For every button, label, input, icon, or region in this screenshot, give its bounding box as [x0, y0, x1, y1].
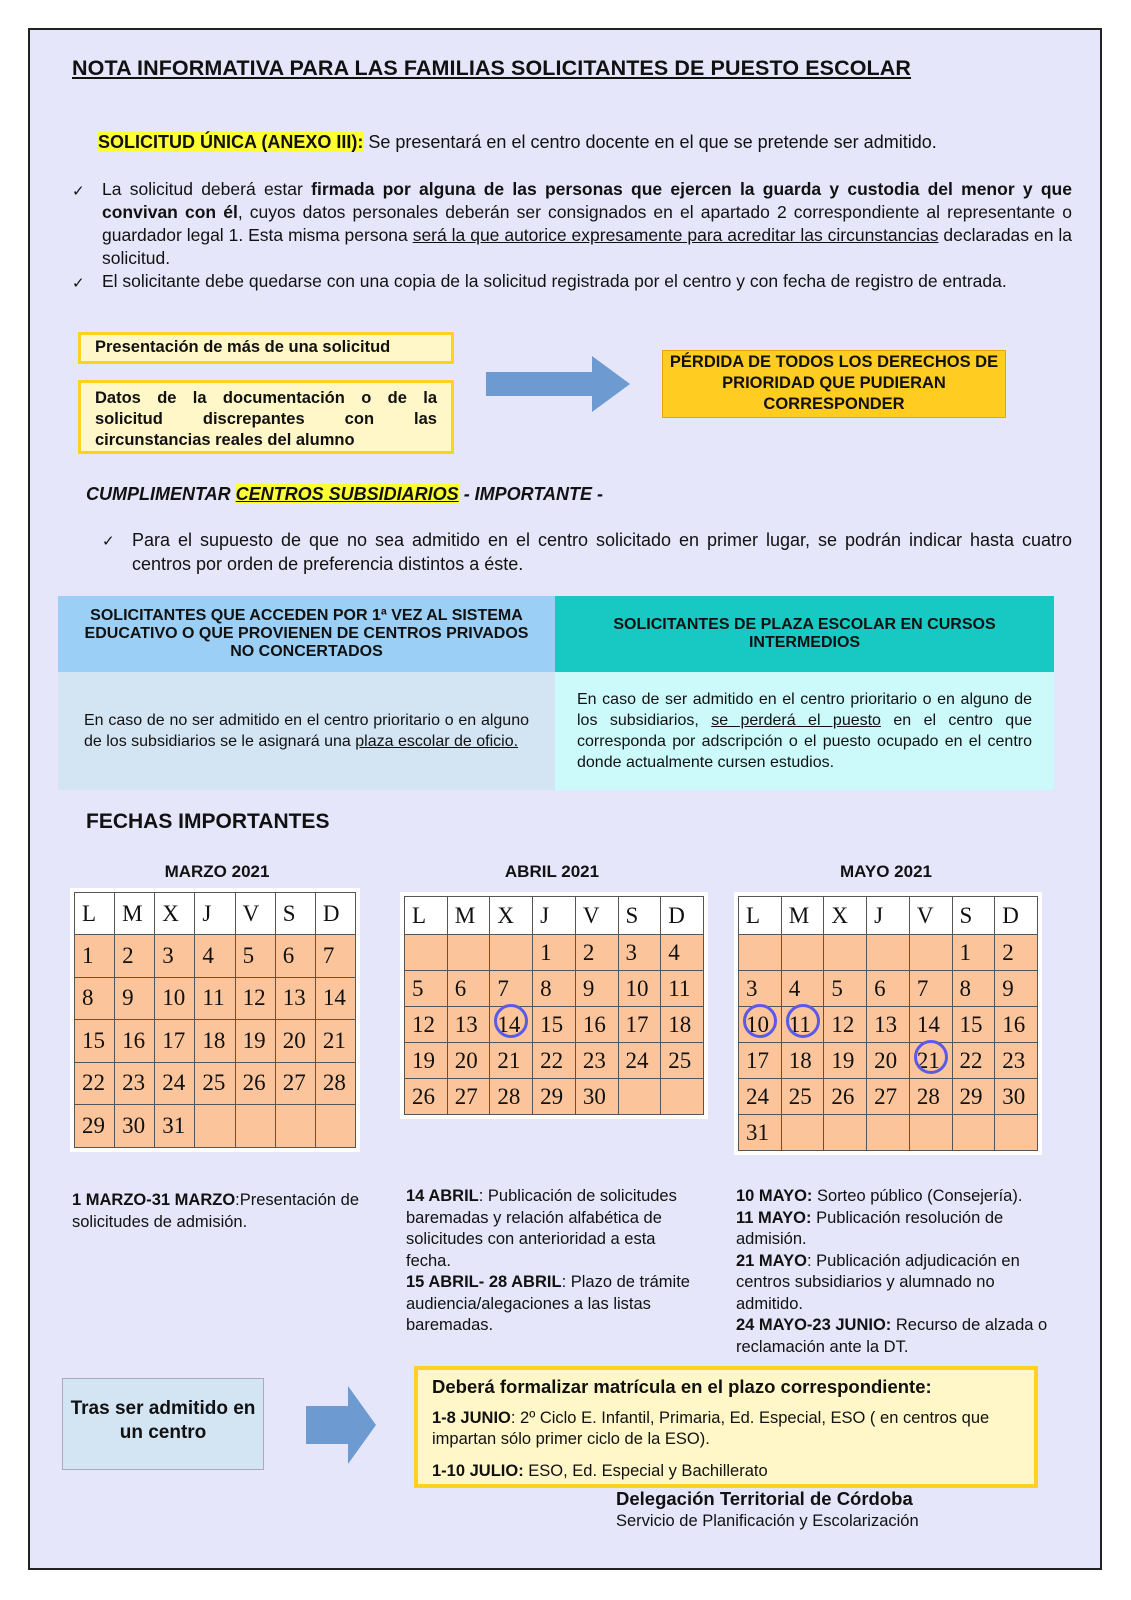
calendar-day: 24 — [739, 1079, 782, 1115]
calendar-day: 9 — [115, 977, 155, 1020]
calendar-day: 31 — [155, 1105, 195, 1148]
calendar-day: 5 — [405, 971, 448, 1007]
calendar-day: 21 — [490, 1043, 533, 1079]
calendar-day: 10 — [739, 1007, 782, 1043]
calendar-day: 14 — [315, 977, 355, 1020]
calendar-day: 4 — [661, 935, 704, 971]
calendar-empty-cell — [235, 1105, 275, 1148]
calendar-day: 16 — [995, 1007, 1038, 1043]
table-header-left: SOLICITANTES QUE ACCEDEN POR 1ª VEZ AL SISTEMA EDUCATIVO O QUE PROVIENEN DE CENTROS PRIVADOS NO CONCERTADOS — [58, 596, 555, 672]
checkmark-icon: ✓ — [72, 183, 85, 200]
list-item: ✓ La solicitud deberá estar firmada por alguna de las personas que ejercen la guarda y custodia del menor y que convivan con él, cuyos datos personales deberán ser consignados en el apartado 2 correspondiente al representante o guardador legal 1. Esta misma persona será la que autorice expresamente para acreditar las circunstancias declaradas en la solicitud. — [72, 179, 1072, 268]
calendar-day: 14 — [490, 1007, 533, 1043]
calendar-day: 8 — [533, 971, 576, 1007]
calendar-day: 6 — [275, 935, 315, 978]
calendar-empty-cell — [618, 1079, 661, 1115]
matricula-box — [414, 1366, 1038, 1488]
weekday-header: J — [195, 893, 235, 935]
calendar-empty-cell — [995, 1115, 1038, 1151]
calendar-day: 26 — [405, 1079, 448, 1115]
calendar-day: 15 — [533, 1007, 576, 1043]
calendar-day: 12 — [824, 1007, 867, 1043]
presentacion-box: Presentación de más de una solicitud — [78, 332, 454, 364]
calendar-day: 3 — [739, 971, 782, 1007]
calendar-day: 21 — [909, 1043, 952, 1079]
calendar-day: 22 — [533, 1043, 576, 1079]
calendar-empty-cell — [909, 1115, 952, 1151]
calendar-day: 8 — [952, 971, 995, 1007]
arrow-right-icon — [486, 356, 632, 412]
calendar-day: 17 — [155, 1020, 195, 1063]
calendar-day: 27 — [867, 1079, 910, 1115]
weekday-header: V — [575, 897, 618, 935]
list-item: ✓ El solicitante debe quedarse con una copia de la solicitud registrada por el centro y con fecha de registro de entrada. — [72, 270, 1072, 293]
calendar-day: 11 — [195, 977, 235, 1020]
calendar-day: 20 — [275, 1020, 315, 1063]
circled-date-marker — [494, 1004, 528, 1038]
subsidiarios-bullet: ✓ Para el supuesto de que no sea admitido en el centro solicitado en primer lugar, se podrán indicar hasta cuatro centros por orden de preferencia distintos a éste. — [102, 530, 1072, 574]
calendar-day: 22 — [75, 1062, 115, 1105]
calendar-abril — [404, 896, 704, 1115]
calendar-day: 29 — [952, 1079, 995, 1115]
document-title: NOTA INFORMATIVA PARA LAS FAMILIAS SOLICITANTES DE PUESTO ESCOLAR — [72, 56, 912, 80]
calendar-day: 18 — [781, 1043, 824, 1079]
notes-marzo: 1 MARZO-31 MARZO:Presentación de solicitudes de admisión. — [72, 1191, 360, 1231]
calendar-day: 12 — [235, 977, 275, 1020]
solicitantes-table — [58, 596, 1054, 790]
weekday-header: S — [952, 897, 995, 935]
weekday-header: X — [824, 897, 867, 935]
matricula-junio: 1-8 JUNIO: 2º Ciclo E. Infantil, Primaria, Ed. Especial, ESO ( en centros que impartan sólo primer ciclo de la ESO). — [432, 1409, 990, 1448]
calendar-day: 6 — [867, 971, 910, 1007]
calendar-day: 6 — [447, 971, 490, 1007]
calendar-day: 13 — [447, 1007, 490, 1043]
requirements-list — [72, 178, 1072, 293]
calendar-day: 10 — [155, 977, 195, 1020]
calendar-day: 4 — [195, 935, 235, 978]
calendar-day: 29 — [533, 1079, 576, 1115]
calendar-day: 17 — [618, 1007, 661, 1043]
calendar-day: 24 — [155, 1062, 195, 1105]
weekday-header: V — [235, 893, 275, 935]
fechas-importantes-heading: FECHAS IMPORTANTES — [86, 810, 330, 833]
weekday-header: D — [661, 897, 704, 935]
weekday-header: M — [447, 897, 490, 935]
calendar-mayo — [738, 896, 1038, 1151]
calendar-day: 20 — [447, 1043, 490, 1079]
calendar-day: 30 — [115, 1105, 155, 1148]
calendar-day: 7 — [909, 971, 952, 1007]
table-header-right: SOLICITANTES DE PLAZA ESCOLAR EN CURSOS INTERMEDIOS — [555, 596, 1054, 672]
calendar-day: 25 — [781, 1079, 824, 1115]
calendar-empty-cell — [781, 1115, 824, 1151]
calendar-day: 17 — [739, 1043, 782, 1079]
calendar-empty-cell — [405, 935, 448, 971]
calendar-empty-cell — [909, 935, 952, 971]
calendar-day: 30 — [575, 1079, 618, 1115]
tras-ser-admitido-box: Tras ser admitido en un centro — [62, 1378, 264, 1470]
calendar-empty-cell — [824, 1115, 867, 1151]
calendar-empty-cell — [867, 935, 910, 971]
calendar-day: 5 — [235, 935, 275, 978]
calendar-day: 8 — [75, 977, 115, 1020]
calendar-empty-cell — [867, 1115, 910, 1151]
notes-mayo: 10 MAYO: Sorteo público (Consejería). 11 MAYO: Publicación resolución de admisión. 21 MAYO: Publicación adjudicación en centros subsidiarios y alumnado no admitido. 24 MAYO-23 JUNIO: Recurso de alzada o reclamación ante la DT. — [736, 1187, 1048, 1356]
calendar-empty-cell — [739, 935, 782, 971]
calendar-day: 1 — [533, 935, 576, 971]
calendar-day: 28 — [315, 1062, 355, 1105]
calendar-day: 19 — [405, 1043, 448, 1079]
weekday-header: S — [275, 893, 315, 935]
calendar-day: 11 — [781, 1007, 824, 1043]
calendar-day: 16 — [115, 1020, 155, 1063]
checkmark-icon: ✓ — [72, 275, 85, 292]
calendar-day: 27 — [275, 1062, 315, 1105]
circled-date-marker — [914, 1040, 948, 1074]
checkmark-icon: ✓ — [102, 533, 115, 550]
calendar-day: 23 — [995, 1043, 1038, 1079]
arrow-right-icon — [306, 1386, 378, 1464]
notes-abril: 14 ABRIL: Publicación de solicitudes baremadas y relación alfabética de solicitudes con anterioridad a esta fecha. 15 ABRIL- 28 ABRIL: Plazo de trámite audiencia/alegaciones a las listas baremadas. — [406, 1187, 690, 1334]
calendar-day: 5 — [824, 971, 867, 1007]
calendar-day: 9 — [575, 971, 618, 1007]
cumplimentar-heading: CUMPLIMENTAR CENTROS SUBSIDIARIOS - IMPORTANTE - — [86, 484, 604, 504]
calendar-day: 1 — [952, 935, 995, 971]
calendar-empty-cell — [195, 1105, 235, 1148]
calendar-day: 18 — [195, 1020, 235, 1063]
matricula-julio: 1-10 JULIO: ESO, Ed. Especial y Bachillerato — [432, 1462, 768, 1480]
weekday-header: X — [490, 897, 533, 935]
solicitud-unica-line: SOLICITUD ÚNICA (ANEXO III): Se presentará en el centro docente en el que se pretende ser admitido. — [98, 132, 937, 152]
calendar-day: 22 — [952, 1043, 995, 1079]
calendar-day: 25 — [195, 1062, 235, 1105]
calendar-day: 24 — [618, 1043, 661, 1079]
solicitud-unica-text: Se presentará en el centro docente en el que se pretende ser admitido. — [363, 132, 937, 152]
calendar-day: 9 — [995, 971, 1038, 1007]
calendar-day: 26 — [824, 1079, 867, 1115]
calendar-day: 3 — [618, 935, 661, 971]
weekday-header: D — [995, 897, 1038, 935]
calendar-day: 28 — [909, 1079, 952, 1115]
calendar-day: 25 — [661, 1043, 704, 1079]
calendar-day: 29 — [75, 1105, 115, 1148]
calendar-day: 31 — [739, 1115, 782, 1151]
weekday-header: S — [618, 897, 661, 935]
calendar-empty-cell — [824, 935, 867, 971]
calendar-empty-cell — [447, 935, 490, 971]
delegacion-signature: Delegación Territorial de Córdoba — [616, 1488, 913, 1509]
calendar-day: 11 — [661, 971, 704, 1007]
weekday-header: V — [909, 897, 952, 935]
calendar-day: 16 — [575, 1007, 618, 1043]
weekday-header: L — [739, 897, 782, 935]
table-cell-right: En caso de ser admitido en el centro prioritario o en alguno de los subsidiarios, se perderá el puesto en el centro que corresponda por adscripción o el puesto ocupado en el centro donde actualmente cursen estudios. — [555, 672, 1054, 790]
calendar-empty-cell — [781, 935, 824, 971]
calendar-day: 23 — [115, 1062, 155, 1105]
calendar-day: 15 — [952, 1007, 995, 1043]
calendar-day: 7 — [315, 935, 355, 978]
calendar-day: 1 — [75, 935, 115, 978]
calendar-empty-cell — [490, 935, 533, 971]
calendar-empty-cell — [661, 1079, 704, 1115]
weekday-header: M — [781, 897, 824, 935]
calendar-day: 10 — [618, 971, 661, 1007]
perdida-derechos-box: PÉRDIDA DE TODOS LOS DERECHOS DE PRIORIDAD QUE PUDIERAN CORRESPONDER — [662, 350, 1006, 418]
calendar-day: 15 — [75, 1020, 115, 1063]
servicio-signature: Servicio de Planificación y Escolarización — [616, 1512, 919, 1530]
calendar-day: 7 — [490, 971, 533, 1007]
calendar-day: 19 — [235, 1020, 275, 1063]
calendar-title-mayo: MAYO 2021 — [840, 862, 932, 881]
weekday-header: D — [315, 893, 355, 935]
calendar-day: 3 — [155, 935, 195, 978]
matricula-title: Deberá formalizar matrícula en el plazo correspondiente: — [432, 1376, 932, 1397]
circled-date-marker — [743, 1004, 777, 1038]
calendar-day: 2 — [115, 935, 155, 978]
calendar-title-abril: ABRIL 2021 — [504, 862, 600, 881]
calendar-day: 18 — [661, 1007, 704, 1043]
calendar-empty-cell — [275, 1105, 315, 1148]
calendar-empty-cell — [952, 1115, 995, 1151]
calendar-day: 2 — [575, 935, 618, 971]
calendar-day: 26 — [235, 1062, 275, 1105]
weekday-header: L — [75, 893, 115, 935]
calendar-day: 2 — [995, 935, 1038, 971]
weekday-header: J — [533, 897, 576, 935]
calendar-marzo — [74, 892, 356, 1148]
calendar-day: 4 — [781, 971, 824, 1007]
calendar-day: 20 — [867, 1043, 910, 1079]
calendar-day: 28 — [490, 1079, 533, 1115]
table-cell-left: En caso de no ser admitido en el centro prioritario o en alguno de los subsidiarios se le asignará una plaza escolar de oficio. — [58, 672, 555, 790]
calendar-day: 13 — [867, 1007, 910, 1043]
calendar-day: 13 — [275, 977, 315, 1020]
weekday-header: M — [115, 893, 155, 935]
datos-discrepantes-box: Datos de la documentación o de la solicitud discrepantes con las circunstancias reales del alumno — [78, 380, 454, 454]
weekday-header: L — [405, 897, 448, 935]
weekday-header: X — [155, 893, 195, 935]
circled-date-marker — [786, 1004, 820, 1038]
calendar-day: 23 — [575, 1043, 618, 1079]
calendar-day: 12 — [405, 1007, 448, 1043]
calendar-day: 27 — [447, 1079, 490, 1115]
calendar-title-marzo: MARZO 2021 — [164, 862, 270, 881]
calendar-day: 21 — [315, 1020, 355, 1063]
weekday-header: J — [867, 897, 910, 935]
calendar-empty-cell — [315, 1105, 355, 1148]
calendar-day: 19 — [824, 1043, 867, 1079]
calendar-day: 14 — [909, 1007, 952, 1043]
document-page — [28, 28, 1102, 1570]
solicitud-unica-label: SOLICITUD ÚNICA (ANEXO III) — [98, 132, 358, 152]
calendar-day: 30 — [995, 1079, 1038, 1115]
